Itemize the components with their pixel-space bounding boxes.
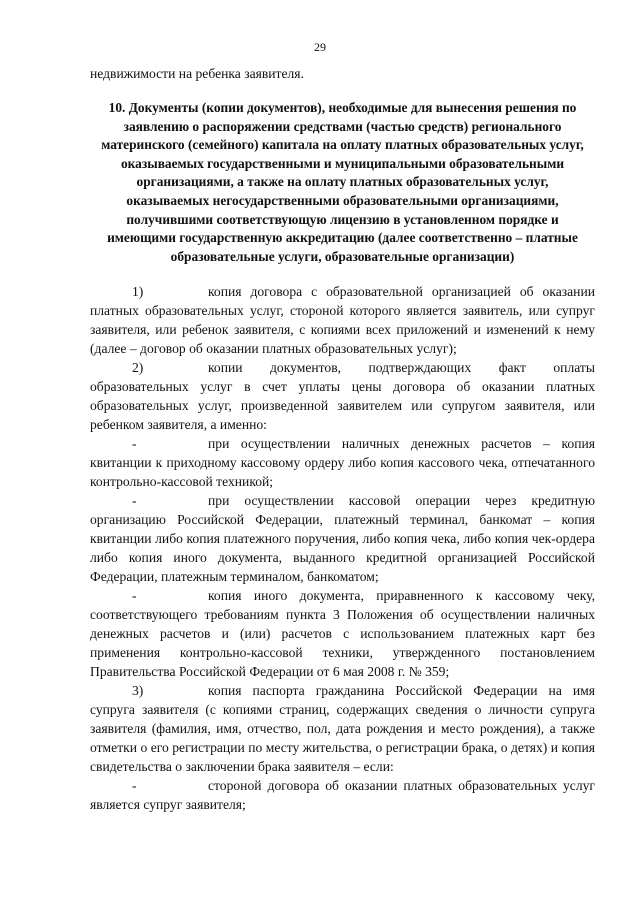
dash-marker: - xyxy=(132,493,137,509)
list-item-text: копия паспорта гражданина Российской Федерации на имя супруга заявителя (с копиями страниц, содержащих сведения о личности супруга заявителя (фамилия, имя, отчество, пол, дата рождения и место рождения), а также отметки о его регистрации по месту жительства, о регистрации брака, о детях) и копия свидетельства о заключении брака заявителя – если: xyxy=(90,683,595,775)
list-item xyxy=(90,358,595,434)
list-item xyxy=(90,434,595,491)
list-item xyxy=(90,681,595,776)
dash-marker: - xyxy=(132,436,137,452)
list-marker: 3) xyxy=(132,683,144,699)
list-item-text: при осуществлении наличных денежных расчетов – копия квитанции к приходному кассовому ордеру либо копия кассового чека, отпечатанного контрольно-кассовой техникой; xyxy=(90,436,595,490)
list-marker: 2) xyxy=(132,360,144,376)
dash-marker: - xyxy=(132,778,137,794)
page-content xyxy=(90,64,595,814)
continuation-line: недвижимости на ребенка заявителя. xyxy=(90,66,304,81)
section-heading: 10. Документы (копии документов), необходимые для вынесения решения по заявлению о распоряжении средствами (частью средств) регионального материнского (семейного) капитала на оплату платных образовательных услуг, оказываемых государственными и муниципальными образовательными организациями, а также на оплату платных образовательных услуг, оказываемых негосударственными образовательными организациями, получившими соответствующую лицензию в установленном порядке и имеющими государственную аккредитацию (далее соответственно – платные образовательные услуги, образовательные организации) xyxy=(101,100,584,264)
list-item-text: копия договора с образовательной организацией об оказании платных образовательных услуг, стороной которого является заявитель, или супруг заявителя, или ребенок заявителя, с копиями всех приложений и изменений к нему (далее – договор об оказании платных образовательных услуг); xyxy=(90,284,595,357)
list-item-text: стороной договора об оказании платных образовательных услуг является супруг заявителя; xyxy=(90,778,595,813)
list-item xyxy=(90,776,595,814)
list-item-text: при осуществлении кассовой операции через кредитную организацию Российской Федерации, платежный терминал, банкомат – копия квитанции либо копия платежного поручения, либо копия чека, либо копия чек-ордера либо копия иного документа, выданного кредитной организацией Российской Федерации, платежным терминалом, банкоматом; xyxy=(90,493,595,585)
list-marker: 1) xyxy=(132,284,144,300)
list-item xyxy=(90,491,595,586)
list-item-text: копии документов, подтверждающих факт оплаты образовательных услуг в счет уплаты цены договора об оказании платных образовательных услуг, произведенной заявителем или супругом заявителя, или ребенком заявителя, а именно: xyxy=(90,360,595,433)
section-body xyxy=(90,282,595,814)
dash-marker: - xyxy=(132,588,137,604)
list-item-text: копия иного документа, приравненного к кассовому чеку, соответствующего требованиям пункта 3 Положения об осуществлении наличных денежных расчетов и (или) расчетов с использованием платежных карт без применения контрольно-кассовой техники, утвержденного постановлением Правительства Российской Федерации от 6 мая 2008 г. № 359; xyxy=(90,588,595,680)
page-number: 29 xyxy=(314,40,326,54)
list-item xyxy=(90,586,595,681)
list-item xyxy=(90,282,595,358)
